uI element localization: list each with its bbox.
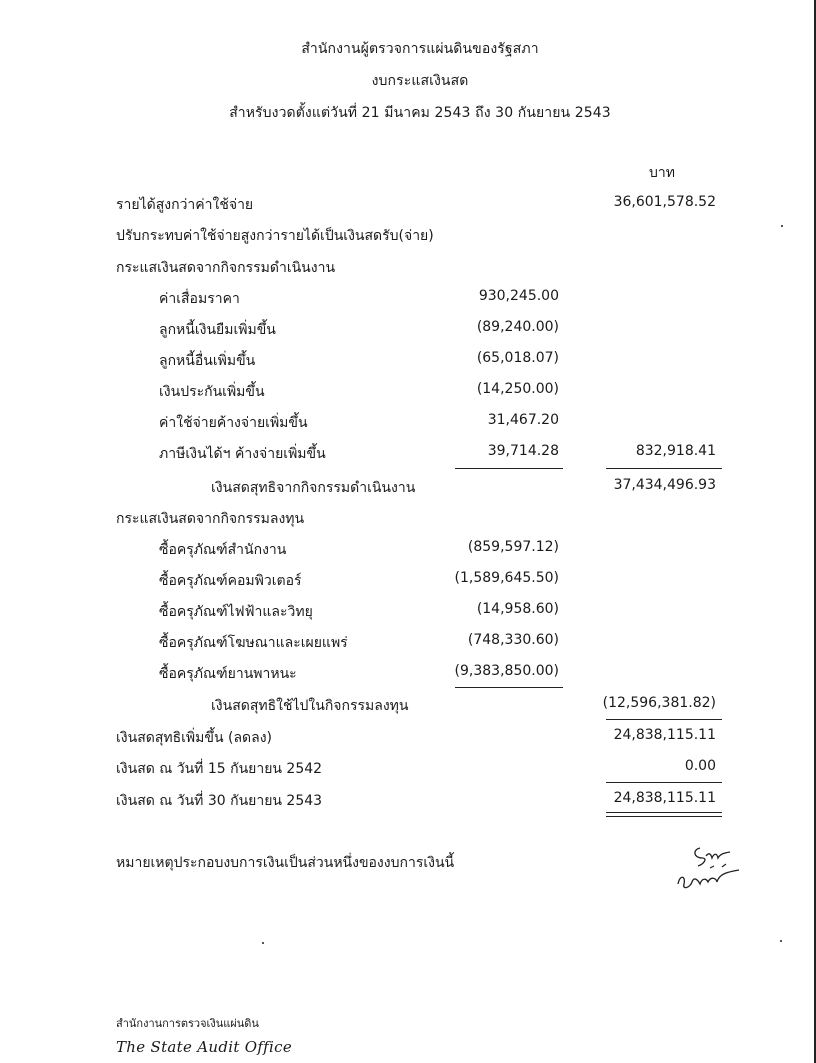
underline: [606, 782, 722, 783]
revenue-over-expense-label: รายได้สูงกว่าค่าใช้จ่าย: [116, 197, 254, 213]
investing-item-label: ซื้อครุภัณฑ์ไฟฟ้าและวิทยุ: [159, 604, 313, 620]
currency-label: บาท: [649, 165, 675, 181]
operating-item-label: ลูกหนี้อื่นเพิ่มขึ้น: [159, 353, 256, 369]
underline: [455, 468, 563, 469]
net-increase-label: เงินสดสุทธิเพิ่มขึ้น (ลดลง): [116, 730, 272, 746]
operating-item-label: ค่าเสื่อมราคา: [159, 291, 240, 307]
operating-item-label: ค่าใช้จ่ายค้างจ่ายเพิ่มขึ้น: [159, 415, 308, 431]
operating-item-amount: (65,018.07): [476, 350, 559, 366]
investing-item-amount: (1,589,645.50): [454, 570, 559, 586]
double-underline: [606, 812, 722, 817]
operating-item-amount: (89,240.00): [476, 319, 559, 335]
operating-item-amount: 31,467.20: [487, 412, 559, 428]
investing-item-label: ซื้อครุภัณฑ์ยานพาหนะ: [159, 666, 297, 682]
statement-note: หมายเหตุประกอบงบการเงินเป็นส่วนหนึ่งของงบการเงินนี้: [116, 855, 455, 871]
cash-end-label: เงินสด ณ วันที่ 30 กันยายน 2543: [116, 793, 323, 809]
underline: [455, 687, 563, 688]
net-increase-total: 24,838,115.11: [613, 727, 716, 743]
operating-item-label: ภาษีเงินได้ฯ ค้างจ่ายเพิ่มขึ้น: [159, 446, 326, 462]
operating-item-amount: 930,245.00: [478, 288, 559, 304]
investing-item-amount: (748,330.60): [467, 632, 559, 648]
signature-mark: [670, 838, 760, 898]
period-title: สำหรับงวดตั้งแต่วันที่ 21 มีนาคม 2543 ถึง 30 กันยายน 2543: [229, 105, 611, 121]
investing-item-amount: (859,597.12): [467, 539, 559, 555]
cash-end-total: 24,838,115.11: [613, 790, 716, 806]
investing-heading: กระแสเงินสดจากกิจกรรมลงทุน: [116, 511, 305, 527]
operating-item-label: ลูกหนี้เงินยืมเพิ่มขึ้น: [159, 322, 276, 338]
scan-speck: [781, 225, 783, 227]
operating-heading: กระแสเงินสดจากกิจกรรมดำเนินงาน: [116, 260, 336, 276]
investing-item-label: ซื้อครุภัณฑ์โฆษณาและเผยแพร่: [159, 635, 348, 651]
cash-begin-label: เงินสด ณ วันที่ 15 กันยายน 2542: [116, 761, 323, 777]
operating-item-amount: 39,714.28: [487, 443, 559, 459]
cash-begin-total: 0.00: [684, 758, 716, 774]
investing-item-label: ซื้อครุภัณฑ์คอมพิวเตอร์: [159, 573, 302, 589]
operating-item-amount: (14,250.00): [476, 381, 559, 397]
scan-speck: [262, 942, 264, 944]
operating-net-total: 37,434,496.93: [613, 477, 716, 493]
investing-net-label: เงินสดสุทธิใช้ไปในกิจกรรมลงทุน: [211, 698, 409, 714]
operating-item-label: เงินประกันเพิ่มขึ้น: [159, 384, 265, 400]
underline: [606, 468, 722, 469]
statement-title: งบกระแสเงินสด: [371, 73, 469, 89]
footer-office-thai: สำนักงานการตรวจเงินแผ่นดิน: [116, 1017, 259, 1030]
investing-item-amount: (9,383,850.00): [454, 663, 559, 679]
org-title: สำนักงานผู้ตรวจการแผ่นดินของรัฐสภา: [301, 41, 539, 57]
scan-speck: [780, 940, 782, 942]
operating-items-subtotal: 832,918.41: [635, 443, 716, 459]
operating-net-label: เงินสดสุทธิจากกิจกรรมดำเนินงาน: [211, 480, 416, 496]
investing-net-total: (12,596,381.82): [602, 695, 716, 711]
footer-office-english: The State Audit Office: [116, 1038, 292, 1056]
revenue-over-expense-total: 36,601,578.52: [613, 194, 716, 210]
investing-item-label: ซื้อครุภัณฑ์สำนักงาน: [159, 542, 287, 558]
underline: [606, 719, 722, 720]
investing-item-amount: (14,958.60): [476, 601, 559, 617]
adjust-note: ปรับกระทบค่าใช้จ่ายสูงกว่ารายได้เป็นเงินสดรับ(จ่าย): [116, 228, 434, 244]
